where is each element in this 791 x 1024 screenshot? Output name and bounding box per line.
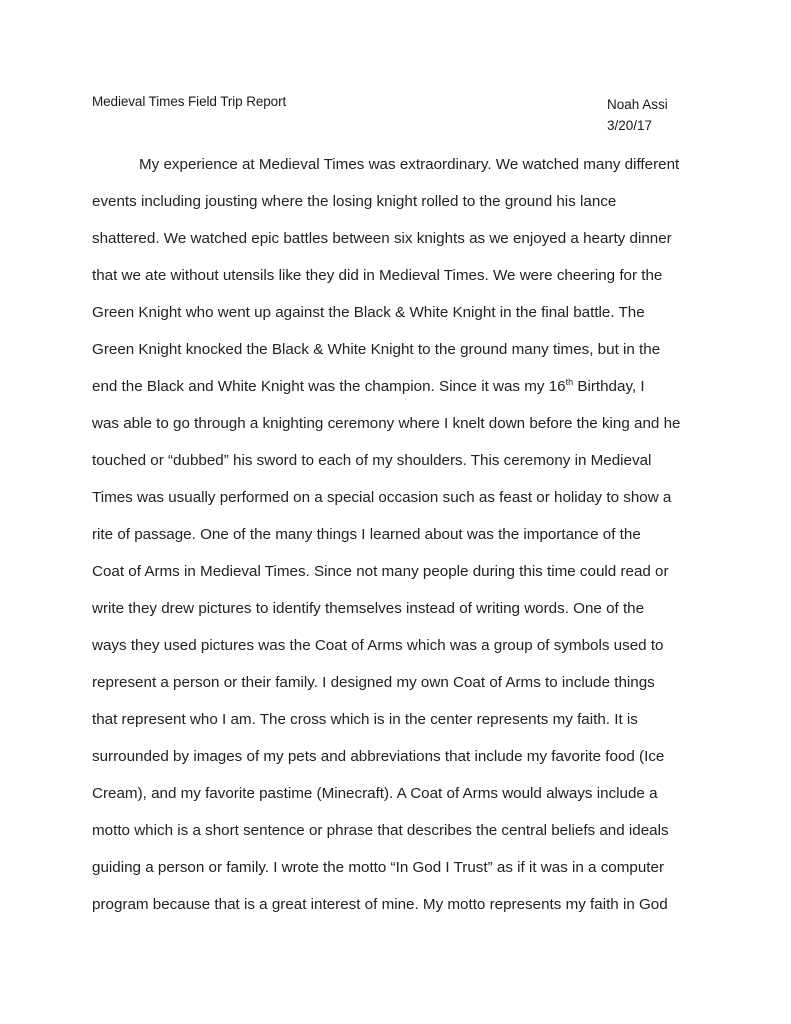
report-date: 3/20/17 — [607, 118, 653, 133]
body-line: rite of passage. One of the many things I learned about was the importance of the — [92, 526, 641, 543]
body-line: represent a person or their family. I designed my own Coat of Arms to include things — [92, 674, 655, 691]
body-line: surrounded by images of my pets and abbreviations that include my favorite food (Ice — [92, 748, 665, 765]
body-line: Coat of Arms in Medieval Times. Since not many people during this time could read or — [92, 563, 669, 580]
header-title: Medieval Times Field Trip Report — [92, 94, 287, 109]
body-line: Times was usually performed on a special occasion such as feast or holiday to show a — [92, 489, 672, 506]
body-line: program because that is a great interest of mine. My motto represents my faith in God — [92, 896, 668, 913]
body-line: that represent who I am. The cross which is in the center represents my faith. It is — [92, 711, 638, 728]
body-line: write they drew pictures to identify themselves instead of writing words. One of the — [92, 600, 645, 617]
body-line: was able to go through a knighting ceremony where I knelt down before the king and he — [92, 415, 681, 432]
body-line: My experience at Medieval Times was extraordinary. We watched many different — [139, 156, 680, 173]
body-line: motto which is a short sentence or phrase that describes the central beliefs and ideals — [92, 822, 669, 839]
header-author-block — [607, 94, 668, 136]
body-line: that we ate without utensils like they did in Medieval Times. We were cheering for the — [92, 267, 663, 284]
body-line: events including jousting where the losing knight rolled to the ground his lance — [92, 193, 617, 210]
body-line: shattered. We watched epic battles between six knights as we enjoyed a hearty dinner — [92, 230, 672, 247]
body-line: Green Knight knocked the Black & White Knight to the ground many times, but in the — [92, 341, 661, 358]
body-line: guiding a person or family. I wrote the motto “In God I Trust” as if it was in a computer — [92, 859, 665, 876]
body-line — [92, 378, 645, 395]
ordinal-superscript: th — [565, 376, 574, 387]
author-name: Noah Assi — [607, 97, 668, 112]
body-line: ways they used pictures was the Coat of Arms which was a group of symbols used to — [92, 637, 664, 654]
body-line: Green Knight who went up against the Black & White Knight in the final battle. The — [92, 304, 645, 321]
body-line-suffix: Birthday, I — [573, 378, 645, 395]
body-line: Cream), and my favorite pastime (Minecraft). A Coat of Arms would always include a — [92, 785, 658, 802]
body-line-text: end the Black and White Knight was the champion. Since it was my 16 — [92, 378, 566, 395]
body-line: touched or “dubbed” his sword to each of my shoulders. This ceremony in Medieval — [92, 452, 652, 469]
